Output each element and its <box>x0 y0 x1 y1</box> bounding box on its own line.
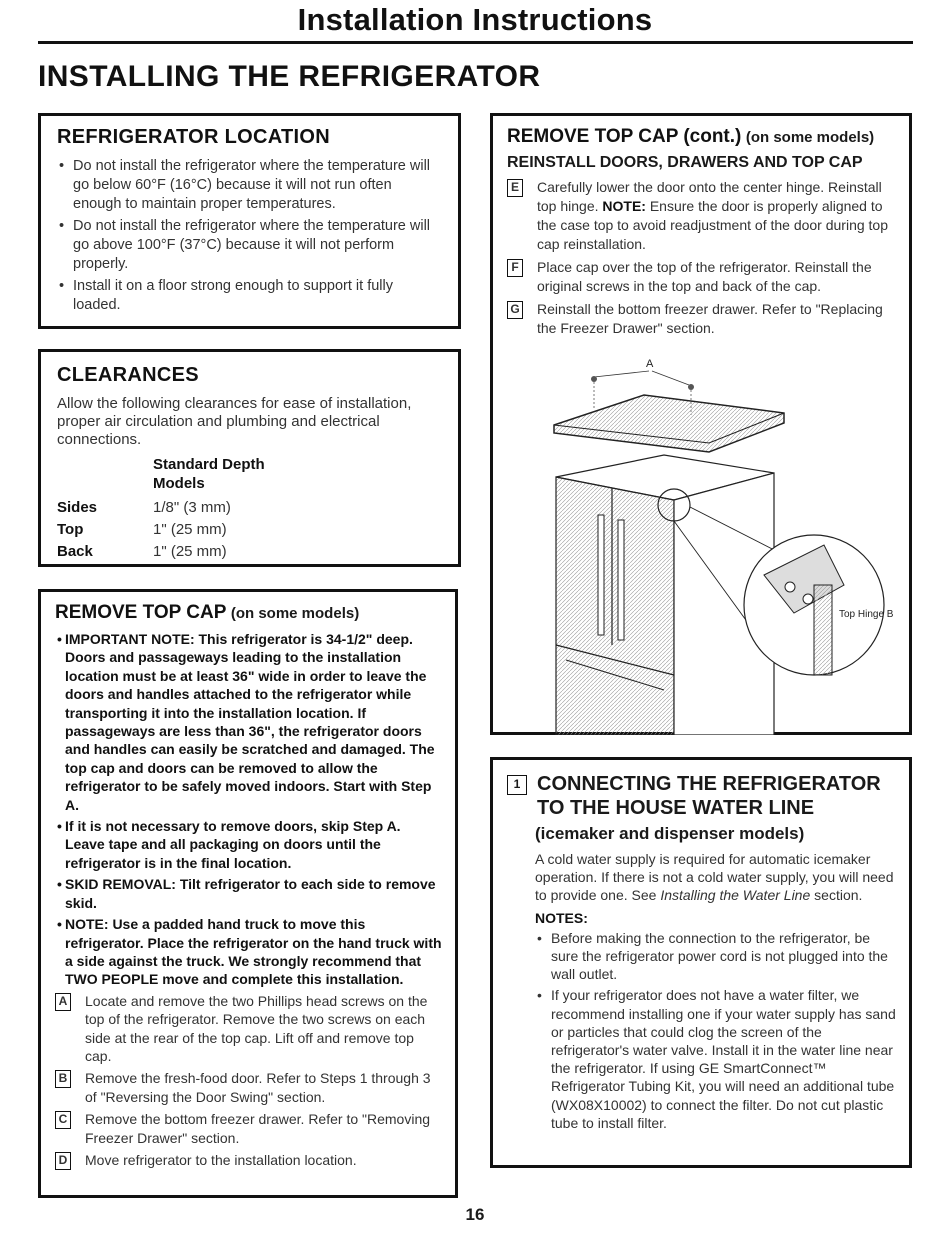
step-letter: B <box>55 1070 71 1088</box>
refrigerator-top-cap-diagram <box>494 355 912 735</box>
step-d <box>55 1151 443 1170</box>
cap-cont-heading <box>507 126 897 148</box>
water-intro <box>535 850 897 905</box>
step-letter: F <box>507 259 523 277</box>
remove-cap-note: (on some models) <box>230 605 360 622</box>
step-text-pre: Carefully lower the door onto the center hinge. Reinstall top hinge. <box>537 179 882 214</box>
list-item: • Do not install the refrigerator where the temperature will go above 100°F (37°C) because it will not perform properly. <box>57 217 444 274</box>
water-box <box>490 757 912 1168</box>
location-list <box>57 157 444 315</box>
cap-cont-note: (on some models) <box>745 129 875 146</box>
row-label: Sides <box>57 499 98 516</box>
location-box <box>38 113 461 329</box>
step-a <box>55 992 443 1066</box>
step-text: Remove the fresh-food door. Refer to Steps 1 through 3 of "Reversing the Door Swing" section. <box>85 1070 431 1105</box>
remove-cap-box <box>38 589 458 1198</box>
list-item: • Install it on a floor strong enough to support it fully loaded. <box>57 277 444 315</box>
cap-cont-subtitle: REINSTALL DOORS, DRAWERS AND TOP CAP <box>507 154 863 171</box>
water-subtitle: (icemaker and dispenser models) <box>535 824 805 843</box>
step-text: Reinstall the bottom freezer drawer. Refer to "Replacing the Freezer Drawer" section. <box>537 301 883 336</box>
page-number: 16 <box>465 1205 485 1224</box>
step-letter: E <box>507 179 523 197</box>
list-item: • Before making the connection to the refrigerator, be sure the refrigerator power cord is not plugged into the wall outlet. <box>535 929 897 984</box>
row-label: Top <box>57 521 84 538</box>
water-step-number: 1 <box>507 775 527 795</box>
step-text <box>537 178 897 254</box>
step-letter: C <box>55 1111 71 1129</box>
list-item: • SKID REMOVAL: Tilt refrigerator to each side to remove skid. <box>55 875 443 912</box>
clearances-column-header: Standard Depth Models <box>153 456 265 492</box>
screw-icon <box>591 376 597 382</box>
step-b <box>55 1069 443 1106</box>
cap-cont-title: REMOVE TOP CAP (cont.) <box>507 126 742 147</box>
table-row <box>57 519 231 541</box>
list-item: • If your refrigerator does not have a water filter, we recommend installing one if your water supply has sand or particles that could clog the screen of the refrigerator's water valve. Install it in the water line near the refrigerator. If using GE SmartConnect™ Refrigerator Tubing Kit, you will need an additional tube (WX08X10002) to connect the filter. Do not cut plastic tube to install filter. <box>535 986 897 1132</box>
refrigerator-body <box>556 477 674 735</box>
location-title: REFRIGERATOR LOCATION <box>57 126 330 148</box>
step-letter: A <box>55 993 71 1011</box>
water-intro-post: section. <box>810 887 863 904</box>
clearances-intro: Allow the following clearances for ease of installation, proper air circulation and plumbing and electrical connections. <box>57 395 412 448</box>
clearances-title: CLEARANCES <box>57 364 199 386</box>
step-text: Remove the bottom freezer drawer. Refer to "Removing Freezer Drawer" section. <box>85 1111 431 1146</box>
table-row <box>57 541 231 563</box>
diagram-label-top-hinge: Top Hinge B <box>839 609 894 620</box>
cap-cont-steps <box>507 178 897 338</box>
step-text: Place cap over the top of the refrigerator. Reinstall the original screws in the top and back of the cap. <box>537 259 872 294</box>
step-text-post: Ensure the door is properly aligned to the case top to avoid readjustment of the door during top cap reinstallation. <box>537 198 889 252</box>
step-text: Locate and remove the two Phillips head screws on the top of the refrigerator. Remove the two screws on each side at the rear of the top cap. Lift off and remove top cap. <box>85 992 428 1064</box>
diagram-label-a: A <box>646 358 654 370</box>
refrigerator-illustration <box>494 355 912 735</box>
water-intro-pre: A cold water supply is required for automatic icemaker operation. If there is not a cold water supply, you will need to provide one. See <box>535 851 894 904</box>
header-title: Installation Instructions <box>297 2 653 37</box>
row-value: 1" (25 mm) <box>153 543 227 560</box>
step-letter: G <box>507 301 523 319</box>
remove-cap-notes <box>55 630 443 989</box>
clearances-table <box>57 497 231 563</box>
water-notes-label: NOTES: <box>535 909 588 926</box>
water-heading <box>507 772 897 820</box>
step-note-label: NOTE: <box>602 198 646 214</box>
step-c <box>55 1110 443 1147</box>
row-value: 1" (25 mm) <box>153 521 227 538</box>
water-intro-italic: Installing the Water Line <box>660 887 811 904</box>
step-g <box>507 300 897 338</box>
step-e <box>507 178 897 254</box>
remove-cap-heading <box>55 602 443 624</box>
step-text: Move refrigerator to the installation location. <box>85 1151 357 1168</box>
header-rule <box>38 41 913 44</box>
water-body <box>535 850 897 1132</box>
clearances-box <box>38 349 461 567</box>
water-title <box>537 772 881 820</box>
top-cap <box>554 395 784 452</box>
step-f <box>507 258 897 296</box>
row-value: 1/8" (3 mm) <box>153 499 231 516</box>
remove-cap-title: REMOVE TOP CAP <box>55 602 227 623</box>
row-label: Back <box>57 543 93 560</box>
table-row <box>57 497 231 519</box>
list-item: • NOTE: Use a padded hand truck to move this refrigerator. Place the refrigerator on the hand truck with a side against the truck. We strongly recommend that TWO PEOPLE move and complete this installation. <box>55 915 443 989</box>
list-item: • If it is not necessary to remove doors, skip Step A. Leave tape and all packaging on doors until the refrigerator is in the final location. <box>55 817 443 872</box>
water-title-line2: TO THE HOUSE WATER LINE <box>537 797 815 819</box>
list-item: • Do not install the refrigerator where the temperature will go below 60°F (16°C) because it will not run often enough to maintain proper temperatures. <box>57 157 444 214</box>
section-title: INSTALLING THE REFRIGERATOR <box>38 60 541 93</box>
water-notes <box>535 929 897 1132</box>
list-item: • IMPORTANT NOTE: This refrigerator is 34-1/2" deep. Doors and passageways leading to the installation location must be at least 36" wide in order to leave the doors and handles attached to the refrigerator while transporting it into the installation location. If passageways are less than 36", the refrigerator doors and handles can easily be scratched and damaged. The top cap and doors can be removed to allow the refrigerator to be safely moved indoors. Start with Step A. <box>55 630 443 814</box>
remove-cap-steps <box>55 992 443 1170</box>
water-title-line1: CONNECTING THE REFRIGERATOR <box>537 773 881 795</box>
screw-icon <box>688 384 694 390</box>
step-letter: D <box>55 1152 71 1170</box>
